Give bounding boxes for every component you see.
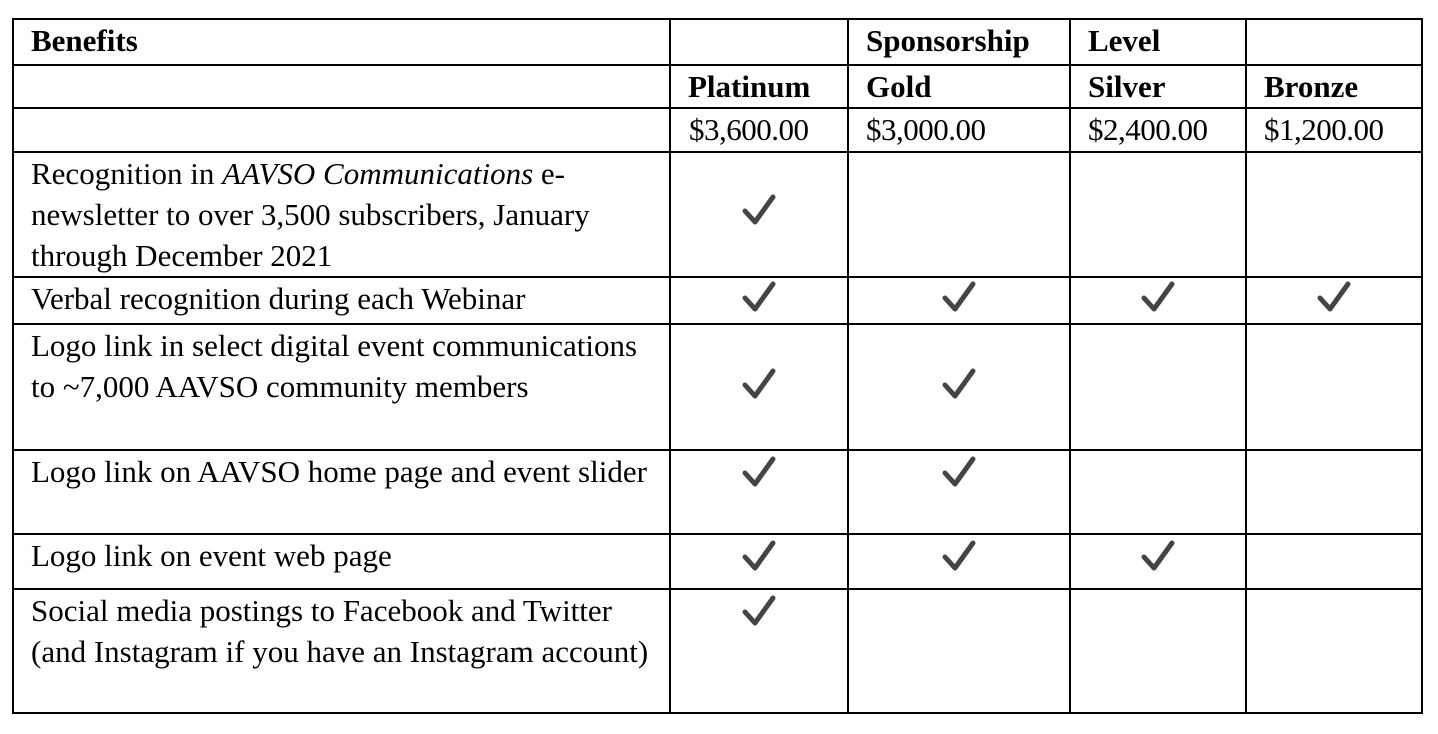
check-cell-silver xyxy=(1070,450,1246,534)
check-cell-platinum xyxy=(670,450,848,534)
checkmark-icon xyxy=(741,280,777,314)
check-cell-bronze xyxy=(1246,277,1422,324)
benefit-row xyxy=(13,450,1422,534)
checkmark-icon xyxy=(941,455,977,489)
empty-cell xyxy=(13,65,670,108)
check-cell-bronze xyxy=(1246,589,1422,713)
checkmark-icon xyxy=(741,367,777,401)
price-silver: $2,400.00 xyxy=(1070,108,1246,152)
benefit-label: Logo link in select digital event communications to ~7,000 AAVSO community members xyxy=(13,324,670,450)
check-cell-gold xyxy=(848,277,1070,324)
checkmark-icon xyxy=(741,455,777,489)
benefit-row xyxy=(13,534,1422,589)
level-gold: Gold xyxy=(848,65,1070,108)
sponsorship-header: Sponsorship xyxy=(848,19,1070,65)
check-cell-silver xyxy=(1070,152,1246,277)
empty-cell xyxy=(670,19,848,65)
header-row-levels xyxy=(13,65,1422,108)
checkmark-icon xyxy=(941,539,977,573)
check-cell-platinum xyxy=(670,277,848,324)
header-row-sponsorship xyxy=(13,19,1422,65)
price-platinum: $3,600.00 xyxy=(670,108,848,152)
benefit-label: Logo link on AAVSO home page and event slider xyxy=(13,450,670,534)
benefits-table xyxy=(12,18,1423,714)
check-cell-platinum xyxy=(670,589,848,713)
checkmark-icon xyxy=(741,539,777,573)
benefit-label: Social media postings to Facebook and Twitter (and Instagram if you have an Instagram account) xyxy=(13,589,670,713)
benefit-label: Verbal recognition during each Webinar xyxy=(13,277,670,324)
check-cell-silver xyxy=(1070,589,1246,713)
empty-cell xyxy=(13,108,670,152)
checkmark-icon xyxy=(1140,539,1176,573)
benefit-row xyxy=(13,152,1422,277)
benefit-label: Recognition in AAVSO Communications e-newsletter to over 3,500 subscribers, January through December 2021 xyxy=(13,152,670,277)
publication-name: AAVSO Communications xyxy=(222,156,534,191)
check-cell-gold xyxy=(848,152,1070,277)
checkmark-icon xyxy=(741,193,777,227)
level-header: Level xyxy=(1070,19,1246,65)
benefit-label: Logo link on event web page xyxy=(13,534,670,589)
benefit-row xyxy=(13,589,1422,713)
level-platinum: Platinum xyxy=(670,65,848,108)
check-cell-silver xyxy=(1070,324,1246,450)
check-cell-bronze xyxy=(1246,450,1422,534)
check-cell-gold xyxy=(848,589,1070,713)
checkmark-icon xyxy=(741,594,777,628)
empty-cell xyxy=(1246,19,1422,65)
check-cell-gold xyxy=(848,534,1070,589)
benefit-row xyxy=(13,324,1422,450)
check-cell-silver xyxy=(1070,277,1246,324)
checkmark-icon xyxy=(941,367,977,401)
check-cell-gold xyxy=(848,324,1070,450)
price-gold: $3,000.00 xyxy=(848,108,1070,152)
level-silver: Silver xyxy=(1070,65,1246,108)
benefit-row xyxy=(13,277,1422,324)
level-bronze: Bronze xyxy=(1246,65,1422,108)
check-cell-platinum xyxy=(670,152,848,277)
check-cell-bronze xyxy=(1246,324,1422,450)
check-cell-bronze xyxy=(1246,534,1422,589)
checkmark-icon xyxy=(1140,280,1176,314)
check-cell-gold xyxy=(848,450,1070,534)
check-cell-bronze xyxy=(1246,152,1422,277)
checkmark-icon xyxy=(941,280,977,314)
checkmark-icon xyxy=(1316,280,1352,314)
check-cell-platinum xyxy=(670,324,848,450)
check-cell-silver xyxy=(1070,534,1246,589)
price-row xyxy=(13,108,1422,152)
price-bronze: $1,200.00 xyxy=(1246,108,1422,152)
check-cell-platinum xyxy=(670,534,848,589)
benefits-header: Benefits xyxy=(13,19,670,65)
